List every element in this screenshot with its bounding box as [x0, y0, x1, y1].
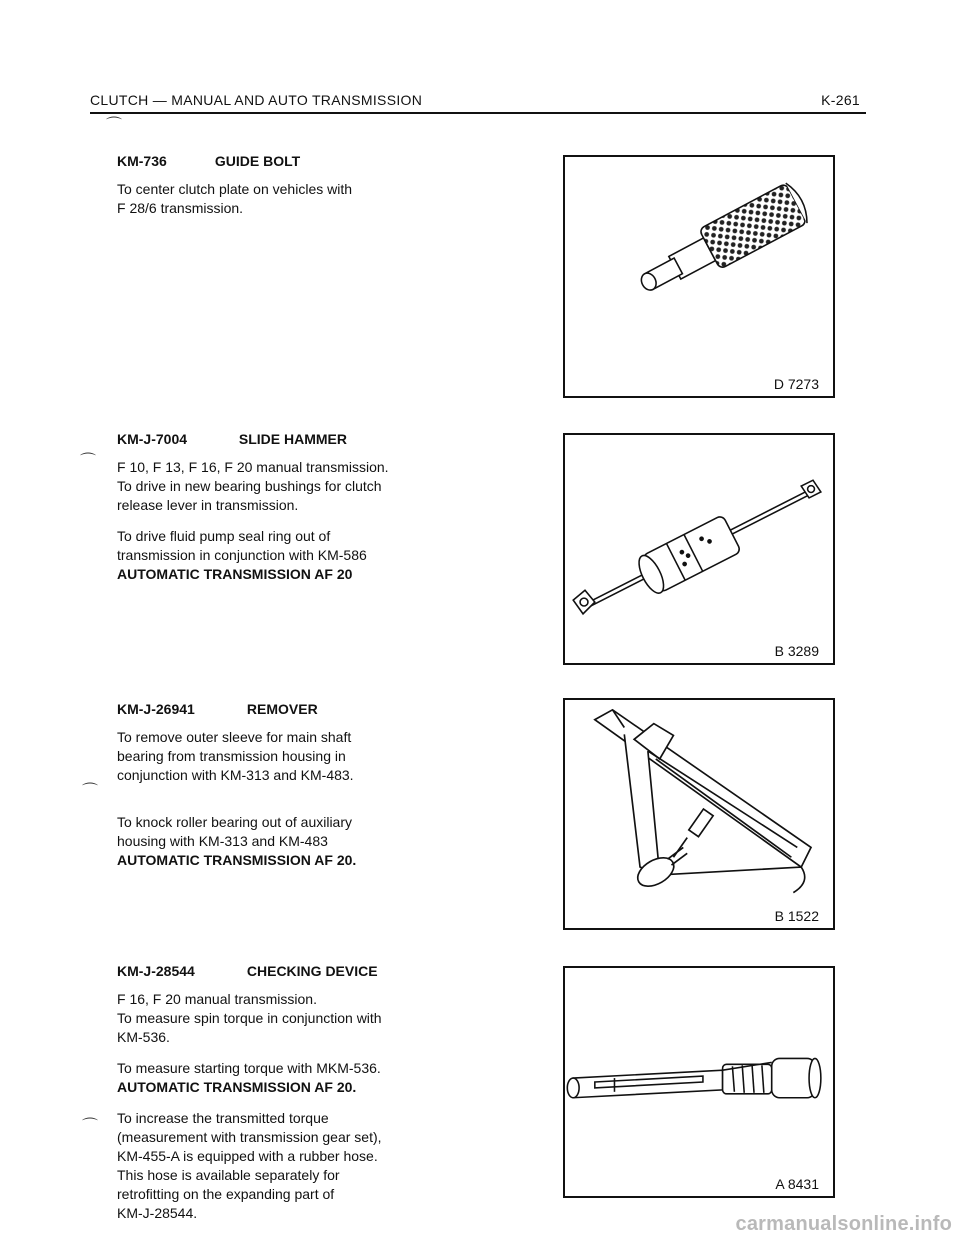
text-line: KM-536.: [117, 1029, 170, 1045]
tool-section-slide-hammer: [117, 430, 477, 596]
page-title: CLUTCH — MANUAL AND AUTO TRANSMISSION: [90, 92, 423, 108]
tool-heading: [117, 962, 477, 981]
text-line: To drive in new bearing bushings for clutch: [117, 478, 382, 494]
text-line: KM-J-28544.: [117, 1205, 198, 1221]
text-line: (measurement with transmission gear set),: [117, 1129, 382, 1145]
tool-name: SLIDE HAMMER: [238, 431, 348, 447]
tool-section-remover: [117, 700, 477, 882]
text-line: KM-455-A is equipped with a rubber hose.: [117, 1148, 378, 1164]
page-number: K-261: [821, 92, 860, 108]
tool-code: KM-736: [117, 153, 167, 169]
text-line: To drive fluid pump seal ring out of: [117, 528, 331, 544]
figure-code: D 7273: [773, 376, 819, 392]
text-line: transmission in conjunction with KM-586: [117, 547, 367, 563]
emphasis-line: AUTOMATIC TRANSMISSION AF 20.: [117, 1079, 357, 1095]
emphasis-line: AUTOMATIC TRANSMISSION AF 20.: [117, 852, 357, 868]
figure-slide-hammer: [563, 433, 835, 665]
text-line: release lever in transmission.: [117, 497, 299, 513]
remover-illustration: [565, 700, 833, 928]
margin-mark: ⌒: [106, 117, 123, 134]
tool-description: [117, 728, 477, 785]
margin-mark: ⌒: [82, 1118, 99, 1135]
figure-guide-bolt: [563, 155, 835, 398]
tool-description: [117, 813, 477, 870]
tool-description: [117, 1059, 477, 1097]
tool-heading: [117, 700, 477, 719]
tool-description: [117, 458, 477, 515]
tool-heading: [117, 152, 477, 171]
tool-name: REMOVER: [246, 701, 318, 717]
tool-description: [117, 1109, 477, 1223]
text-line: F 10, F 13, F 16, F 20 manual transmission.: [117, 459, 389, 475]
tool-description: [117, 527, 477, 584]
emphasis-line: AUTOMATIC TRANSMISSION AF 20: [117, 566, 353, 582]
text-line: To remove outer sleeve for main shaft: [117, 729, 352, 745]
tool-description: [117, 990, 477, 1047]
tool-code: KM-J-28544: [117, 963, 195, 979]
text-line: conjunction with KM-313 and KM-483.: [117, 767, 354, 783]
margin-mark: ⌒: [80, 453, 97, 470]
margin-mark: ⌒: [82, 783, 99, 800]
text-line: bearing from transmission housing in: [117, 748, 346, 764]
tool-section-checking-device: [117, 962, 477, 1235]
tool-section-guide-bolt: [117, 152, 477, 230]
page-header: [90, 90, 866, 114]
text-line: housing with KM-313 and KM-483: [117, 833, 328, 849]
text-line: retrofitting on the expanding part of: [117, 1186, 335, 1202]
slide-hammer-illustration: [565, 435, 833, 663]
text-line: To knock roller bearing out of auxiliary: [117, 814, 353, 830]
tool-code: KM-J-26941: [117, 701, 195, 717]
text-line: To measure starting torque with MKM-536.: [117, 1060, 381, 1076]
tool-name: GUIDE BOLT: [214, 153, 301, 169]
checking-device-illustration: [565, 968, 833, 1196]
tool-name: CHECKING DEVICE: [246, 963, 378, 979]
text-line: This hose is available separately for: [117, 1167, 340, 1183]
tool-heading: [117, 430, 477, 449]
tool-code: KM-J-7004: [117, 431, 188, 447]
tool-description: [117, 180, 477, 218]
text-line: To measure spin torque in conjunction with: [117, 1010, 382, 1026]
figure-code: B 1522: [774, 908, 819, 924]
figure-remover: [563, 698, 835, 930]
text-line: F 16, F 20 manual transmission.: [117, 991, 317, 1007]
text-line: To center clutch plate on vehicles with: [117, 181, 353, 197]
figure-code: A 8431: [775, 1176, 819, 1192]
figure-code: B 3289: [774, 643, 819, 659]
watermark: carmanualsonline.info: [735, 1213, 952, 1235]
guide-bolt-illustration: [565, 157, 833, 396]
text-line: F 28/6 transmission.: [117, 200, 244, 216]
figure-checking-device: [563, 966, 835, 1198]
text-line: To increase the transmitted torque: [117, 1110, 329, 1126]
